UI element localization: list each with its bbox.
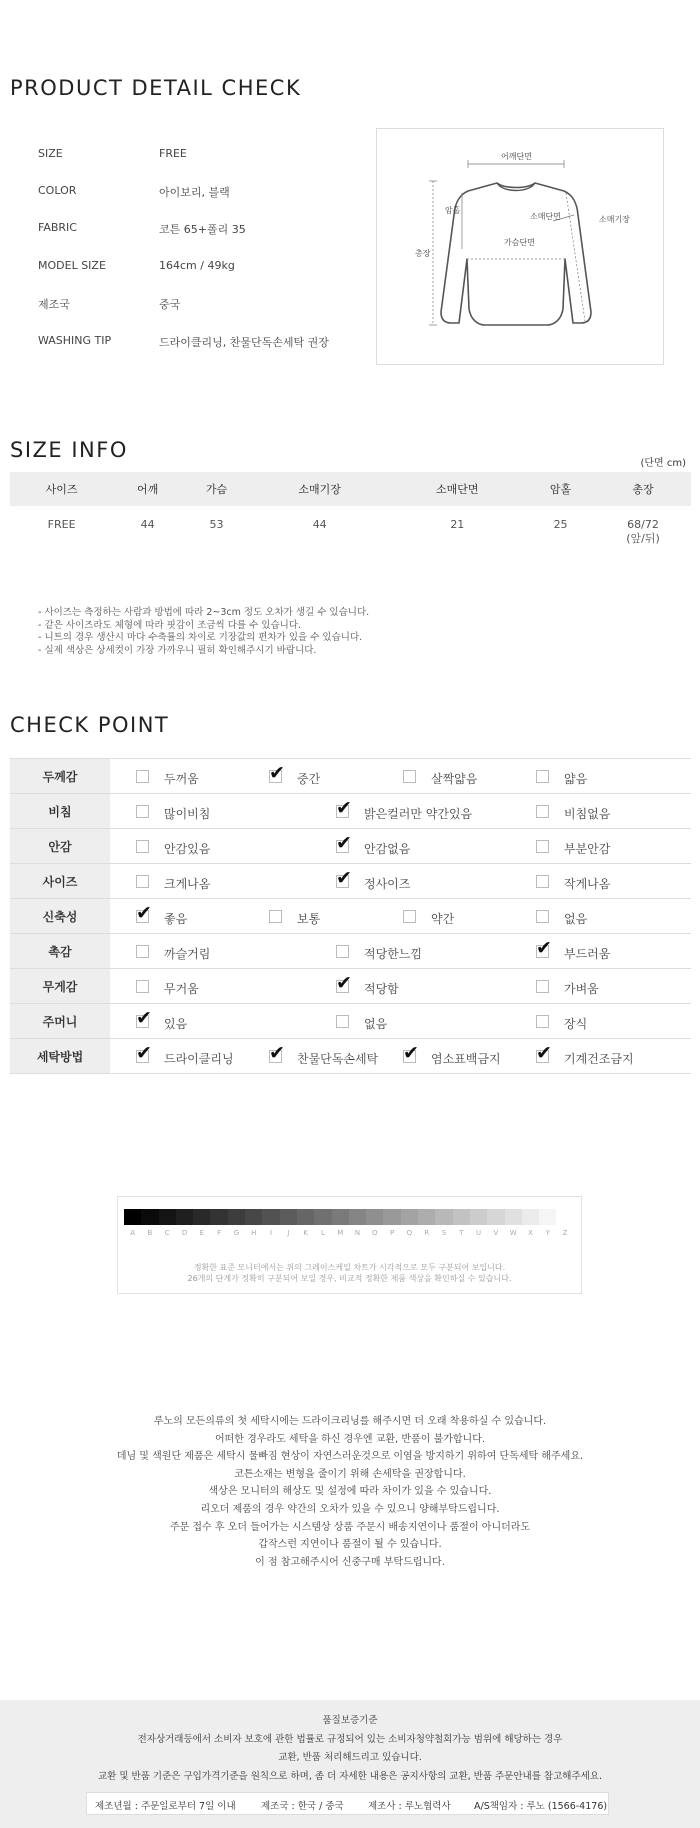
checkbox-unchecked xyxy=(136,875,149,888)
care-notice xyxy=(0,1413,700,1571)
check-option-label: 밝은컬러만 약간있음 xyxy=(364,807,473,821)
checkbox-checked xyxy=(269,762,285,784)
notice-line: 코튼소재는 변형을 줄이기 위해 손세탁을 권장합니다. xyxy=(234,1468,466,1480)
detail-row xyxy=(38,221,358,241)
check-options xyxy=(110,864,691,899)
checkbox-checked xyxy=(136,902,152,924)
notice-line: 색상은 모니터의 해상도 및 설정에 따라 차이가 있을 수 있습니다. xyxy=(208,1486,492,1498)
check-row-label: 주머니 xyxy=(10,1004,110,1039)
label-sleeve-length: 소매기장 xyxy=(599,215,630,224)
grayscale-swatch xyxy=(245,1209,262,1225)
checkbox-unchecked xyxy=(136,805,149,818)
detail-value: 164cm / 49kg xyxy=(159,259,235,272)
check-row xyxy=(10,864,691,899)
size-cell: FREE xyxy=(47,518,76,531)
check-option-label: 적당한느낌 xyxy=(364,947,422,961)
grayscale-swatch xyxy=(522,1209,539,1225)
size-unit-note: (단면 cm) xyxy=(640,458,686,469)
check-option-label: 안감없음 xyxy=(364,842,411,856)
manufacture-date: 제조년월 : 주문일로부터 7일 이내 xyxy=(95,1801,236,1812)
grayscale-letter: M xyxy=(337,1229,344,1237)
grayscale-swatch xyxy=(505,1209,522,1225)
checkbox-checked xyxy=(336,867,352,889)
footer-line: 교환, 반품 처리해드리고 있습니다. xyxy=(278,1752,422,1763)
check-row-label: 사이즈 xyxy=(10,864,110,899)
check-option-label: 안감있음 xyxy=(164,842,211,856)
check-row xyxy=(10,899,691,934)
grayscale-letter: G xyxy=(233,1229,240,1237)
notice-line: 갑작스런 지연이나 품절이 될 수 있습니다. xyxy=(258,1539,442,1551)
detail-label: 제조국 xyxy=(38,298,70,311)
grayscale-letter: U xyxy=(476,1229,482,1237)
label-total-length: 총장 xyxy=(415,249,431,258)
grayscale-caption-2: 26개의 단계가 정확히 구분되어 보일 경우, 비교적 정확한 제품 색상을 확인하실 수 있습니다. xyxy=(187,1274,512,1283)
grayscale-swatch xyxy=(280,1209,297,1225)
footer-text xyxy=(0,1712,700,1786)
grayscale-strip xyxy=(124,1209,574,1225)
checkmark-icon: ✔ xyxy=(536,1042,552,1064)
grayscale-letter: R xyxy=(424,1229,430,1237)
check-options xyxy=(110,934,691,969)
country-of-origin: 제조국 : 한국 / 중국 xyxy=(261,1801,344,1812)
grayscale-swatch xyxy=(124,1209,141,1225)
label-armhole: 암홀 xyxy=(445,206,461,215)
check-row xyxy=(10,829,691,864)
size-cell: 44 xyxy=(312,518,327,531)
grayscale-swatch xyxy=(556,1209,573,1225)
checkbox-unchecked xyxy=(536,770,549,783)
grayscale-letter: Y xyxy=(545,1229,550,1237)
grayscale-letter: P xyxy=(389,1229,395,1237)
grayscale-swatch xyxy=(193,1209,210,1225)
grayscale-letter: T xyxy=(459,1229,464,1237)
size-header-cell: 소매단면 xyxy=(389,472,527,506)
size-cell: 21 xyxy=(450,518,465,531)
grayscale-swatch xyxy=(314,1209,331,1225)
checkbox-unchecked xyxy=(536,980,549,993)
check-row xyxy=(10,969,691,1004)
checkbox-checked xyxy=(536,937,552,959)
label-chest-width: 가슴단면 xyxy=(504,238,535,247)
check-option-label: 없음 xyxy=(364,1017,388,1031)
checkbox-checked xyxy=(336,797,352,819)
footer-line: 교환 및 반품 기준은 구입가격기준을 원칙으로 하며, 좀 더 자세한 내용은 공지사항의 교환, 반품 주문안내를 참고해주세요. xyxy=(97,1770,603,1782)
grayscale-swatch xyxy=(176,1209,193,1225)
grayscale-letter: A xyxy=(130,1229,136,1237)
grayscale-swatch xyxy=(435,1209,452,1225)
detail-row xyxy=(38,259,358,279)
checkbox-unchecked xyxy=(136,945,149,958)
as-contact: A/S책임자 : 루노 (1566-4176) xyxy=(474,1801,608,1812)
check-option-label: 찬물단독손세탁 xyxy=(297,1052,379,1066)
check-row-label: 비침 xyxy=(10,794,110,829)
check-option-label: 까슬거림 xyxy=(164,947,211,961)
grayscale-letter: O xyxy=(372,1229,378,1237)
grayscale-letter: W xyxy=(509,1229,517,1237)
check-row-label: 무게감 xyxy=(10,969,110,1004)
check-options xyxy=(110,1004,691,1039)
check-option-label: 정사이즈 xyxy=(364,877,411,891)
label-shoulder-width: 어깨단면 xyxy=(501,152,532,161)
check-option-label: 장식 xyxy=(564,1017,588,1031)
check-row-label: 촉감 xyxy=(10,934,110,969)
grayscale-swatch xyxy=(159,1209,176,1225)
check-option-label: 없음 xyxy=(564,912,588,926)
detail-label: SIZE xyxy=(38,147,63,160)
grayscale-swatch xyxy=(366,1209,383,1225)
size-header-cell: 어깨 xyxy=(113,472,182,506)
product-detail-title: PRODUCT DETAIL CHECK xyxy=(10,76,302,100)
size-header-cell: 총장 xyxy=(595,472,691,506)
check-row-label: 세탁방법 xyxy=(10,1039,110,1074)
check-row-label: 안감 xyxy=(10,829,110,864)
checkbox-unchecked xyxy=(536,1015,549,1028)
grayscale-swatch xyxy=(487,1209,504,1225)
checkbox-unchecked xyxy=(136,840,149,853)
grayscale-letter: D xyxy=(181,1229,188,1237)
checkmark-icon: ✔ xyxy=(403,1042,419,1064)
check-option-label: 부분안감 xyxy=(564,842,611,856)
checkmark-icon: ✔ xyxy=(136,1007,152,1029)
size-note-line: - 니트의 경우 생산시 마다 수축률의 차이로 기장값의 편차가 있을 수 있습니다. xyxy=(38,632,363,643)
notice-line: 루노의 모든의류의 첫 세탁시에는 드라이크리닝를 해주시면 더 오래 착용하실 수 있습니다. xyxy=(153,1416,547,1427)
checkbox-unchecked xyxy=(536,840,549,853)
check-option-label: 크게나옴 xyxy=(164,877,211,891)
grayscale-letter: S xyxy=(441,1229,447,1237)
checkmark-icon: ✔ xyxy=(336,832,352,854)
size-note-line: - 사이즈는 측정하는 사람과 방법에 따라 2~3cm 정도 오차가 생길 수 있습니다. xyxy=(38,607,370,618)
checkbox-unchecked xyxy=(336,1015,349,1028)
grayscale-letter: E xyxy=(199,1229,205,1237)
detail-row xyxy=(38,147,358,167)
grayscale-letter: N xyxy=(354,1229,361,1237)
check-option-label: 드라이클리닝 xyxy=(164,1052,234,1066)
check-row xyxy=(10,1004,691,1039)
detail-label: COLOR xyxy=(38,184,77,197)
quality-guarantee-footer xyxy=(0,1700,700,1828)
check-option-label: 중간 xyxy=(297,772,321,786)
grayscale-letters xyxy=(124,1229,574,1237)
check-row-label: 신축성 xyxy=(10,899,110,934)
size-notes xyxy=(38,607,369,657)
check-options xyxy=(110,794,691,829)
grayscale-swatch xyxy=(228,1209,245,1225)
checkbox-checked xyxy=(536,1042,552,1064)
checkmark-icon: ✔ xyxy=(136,902,152,924)
checkmark-icon: ✔ xyxy=(336,972,352,994)
grayscale-swatch xyxy=(383,1209,400,1225)
size-cell: 68/72 (앞/뒤) xyxy=(626,518,660,545)
grayscale-letter: I xyxy=(269,1229,273,1237)
check-option-label: 있음 xyxy=(164,1017,188,1031)
grayscale-swatch xyxy=(262,1209,279,1225)
garment-measurement-diagram xyxy=(376,128,664,365)
detail-label: WASHING TIP xyxy=(38,334,112,347)
size-header-cell: 암홀 xyxy=(526,472,595,506)
check-option-label: 보통 xyxy=(297,912,321,926)
grayscale-swatch xyxy=(141,1209,158,1225)
grayscale-swatch xyxy=(332,1209,349,1225)
checkbox-checked xyxy=(403,1042,419,1064)
check-option-label: 기계건조금지 xyxy=(564,1052,634,1066)
size-cell: 53 xyxy=(209,518,224,531)
grayscale-letter: C xyxy=(164,1229,170,1237)
checkbox-unchecked xyxy=(136,980,149,993)
detail-value: 드라이클리닝, 찬물단독손세탁 권장 xyxy=(159,336,329,349)
grayscale-letter: L xyxy=(320,1229,325,1237)
check-option-label: 살짝얇음 xyxy=(431,772,478,786)
check-options xyxy=(110,899,691,934)
detail-row xyxy=(38,334,358,354)
detail-row xyxy=(38,184,358,204)
checkbox-unchecked xyxy=(403,910,416,923)
grayscale-chart xyxy=(117,1196,582,1294)
detail-label: MODEL SIZE xyxy=(38,259,106,272)
checkbox-checked xyxy=(336,832,352,854)
checkmark-icon: ✔ xyxy=(336,867,352,889)
size-cell: 44 xyxy=(140,518,155,531)
checkbox-checked xyxy=(136,1042,152,1064)
size-table xyxy=(10,472,691,556)
checkbox-unchecked xyxy=(269,910,282,923)
check-option-label: 염소표백금지 xyxy=(431,1052,501,1066)
grayscale-swatch xyxy=(349,1209,366,1225)
checkbox-unchecked xyxy=(536,875,549,888)
grayscale-swatch xyxy=(453,1209,470,1225)
footer-line: 품질보증기준 xyxy=(322,1715,378,1726)
check-point-table xyxy=(10,758,691,1074)
grayscale-swatch xyxy=(539,1209,556,1225)
detail-row xyxy=(38,296,358,316)
size-header-cell: 소매기장 xyxy=(251,472,389,506)
check-option-label: 좋음 xyxy=(164,912,188,926)
detail-label: FABRIC xyxy=(38,221,77,234)
check-row xyxy=(10,1039,691,1074)
check-options xyxy=(110,829,691,864)
check-row xyxy=(10,934,691,969)
grayscale-letter: V xyxy=(493,1229,499,1237)
check-option-label: 작게나옴 xyxy=(564,877,611,891)
detail-value: 중국 xyxy=(159,298,181,311)
check-option-label: 가벼움 xyxy=(564,982,599,996)
notice-line: 이 점 참고해주시어 신중구매 부탁드립니다. xyxy=(255,1556,445,1568)
check-options xyxy=(110,969,691,1004)
size-header-cell: 사이즈 xyxy=(10,472,113,506)
check-option-label: 비침없음 xyxy=(564,807,611,821)
checkbox-checked xyxy=(136,1007,152,1029)
check-option-label: 얇음 xyxy=(564,772,588,786)
checkbox-unchecked xyxy=(536,910,549,923)
check-option-label: 적당함 xyxy=(364,982,399,996)
check-point-title: CHECK POINT xyxy=(10,713,170,737)
checkbox-unchecked xyxy=(336,945,349,958)
checkmark-icon: ✔ xyxy=(269,1042,285,1064)
grayscale-letter: H xyxy=(251,1229,257,1237)
grayscale-swatch xyxy=(418,1209,435,1225)
detail-value: 코튼 65+폴리 35 xyxy=(159,223,246,236)
detail-value: 아이보리, 블랙 xyxy=(159,186,230,199)
check-options xyxy=(110,1039,691,1074)
check-row xyxy=(10,759,691,794)
grayscale-swatch xyxy=(297,1209,314,1225)
grayscale-letter: Q xyxy=(406,1229,413,1237)
footer-info-bar xyxy=(86,1792,609,1815)
notice-line: 리오더 제품의 경우 약간의 오차가 있을 수 있으니 양해부탁드립니다. xyxy=(200,1503,500,1515)
grayscale-letter: F xyxy=(217,1229,222,1237)
checkbox-unchecked xyxy=(403,770,416,783)
manufacturer: 제조사 : 루노협력사 xyxy=(368,1801,451,1812)
footer-line: 전자상거래등에서 소비자 보호에 관한 법률로 규정되어 있는 소비자청약철회가능 범위에 해당하는 경우 xyxy=(137,1733,563,1745)
grayscale-letter: Z xyxy=(562,1229,568,1237)
size-cell: 25 xyxy=(553,518,568,531)
check-options xyxy=(110,759,691,794)
grayscale-letter: X xyxy=(528,1229,533,1237)
size-row xyxy=(10,506,691,556)
grayscale-letter: K xyxy=(303,1229,308,1237)
check-row-label: 두께감 xyxy=(10,759,110,794)
grayscale-letter: B xyxy=(147,1229,153,1237)
grayscale-swatch xyxy=(470,1209,487,1225)
check-option-label: 무거움 xyxy=(164,982,199,996)
grayscale-caption-1: 정확한 표준 모니터에서는 위의 그레이스케일 차트가 시각적으로 모두 구분되어 보입니다. xyxy=(193,1263,506,1272)
size-info-title: SIZE INFO xyxy=(10,438,128,462)
label-sleeve-width: 소매단면 xyxy=(530,212,561,221)
check-option-label: 두꺼움 xyxy=(164,772,199,786)
grayscale-letter: J xyxy=(287,1229,290,1237)
checkbox-unchecked xyxy=(136,770,149,783)
size-note-line: - 같은 사이즈라도 체형에 따라 핏감이 조금씩 다를 수 있습니다. xyxy=(38,619,302,631)
check-option-label: 약간 xyxy=(431,912,455,926)
grayscale-swatch xyxy=(210,1209,227,1225)
notice-line: 어떠한 경우라도 세탁을 하신 경우엔 교환, 반품이 불가합니다. xyxy=(214,1433,486,1445)
detail-value: FREE xyxy=(159,147,187,160)
check-row xyxy=(10,794,691,829)
checkmark-icon: ✔ xyxy=(536,937,552,959)
check-option-label: 부드러움 xyxy=(564,947,611,961)
size-header-cell: 가슴 xyxy=(182,472,251,506)
checkbox-checked xyxy=(269,1042,285,1064)
check-option-label: 많이비침 xyxy=(164,807,211,821)
checkbox-unchecked xyxy=(536,805,549,818)
checkbox-checked xyxy=(336,972,352,994)
checkmark-icon: ✔ xyxy=(136,1042,152,1064)
size-note-line: - 실제 색상은 상세컷이 가장 가까우니 필히 확인해주시기 바랍니다. xyxy=(38,644,317,656)
notice-line: 주문 접수 후 오더 들어가는 시스템상 상품 주문시 배송지연이나 품절이 아니더라도 xyxy=(169,1521,531,1533)
notice-line: 데님 및 색원단 제품은 세탁시 물빠짐 현상이 자연스러운것으로 이염을 방지하기 위하여 단독세탁 해주세요. xyxy=(116,1451,584,1463)
checkmark-icon: ✔ xyxy=(336,797,352,819)
checkmark-icon: ✔ xyxy=(269,762,285,784)
grayscale-swatch xyxy=(401,1209,418,1225)
